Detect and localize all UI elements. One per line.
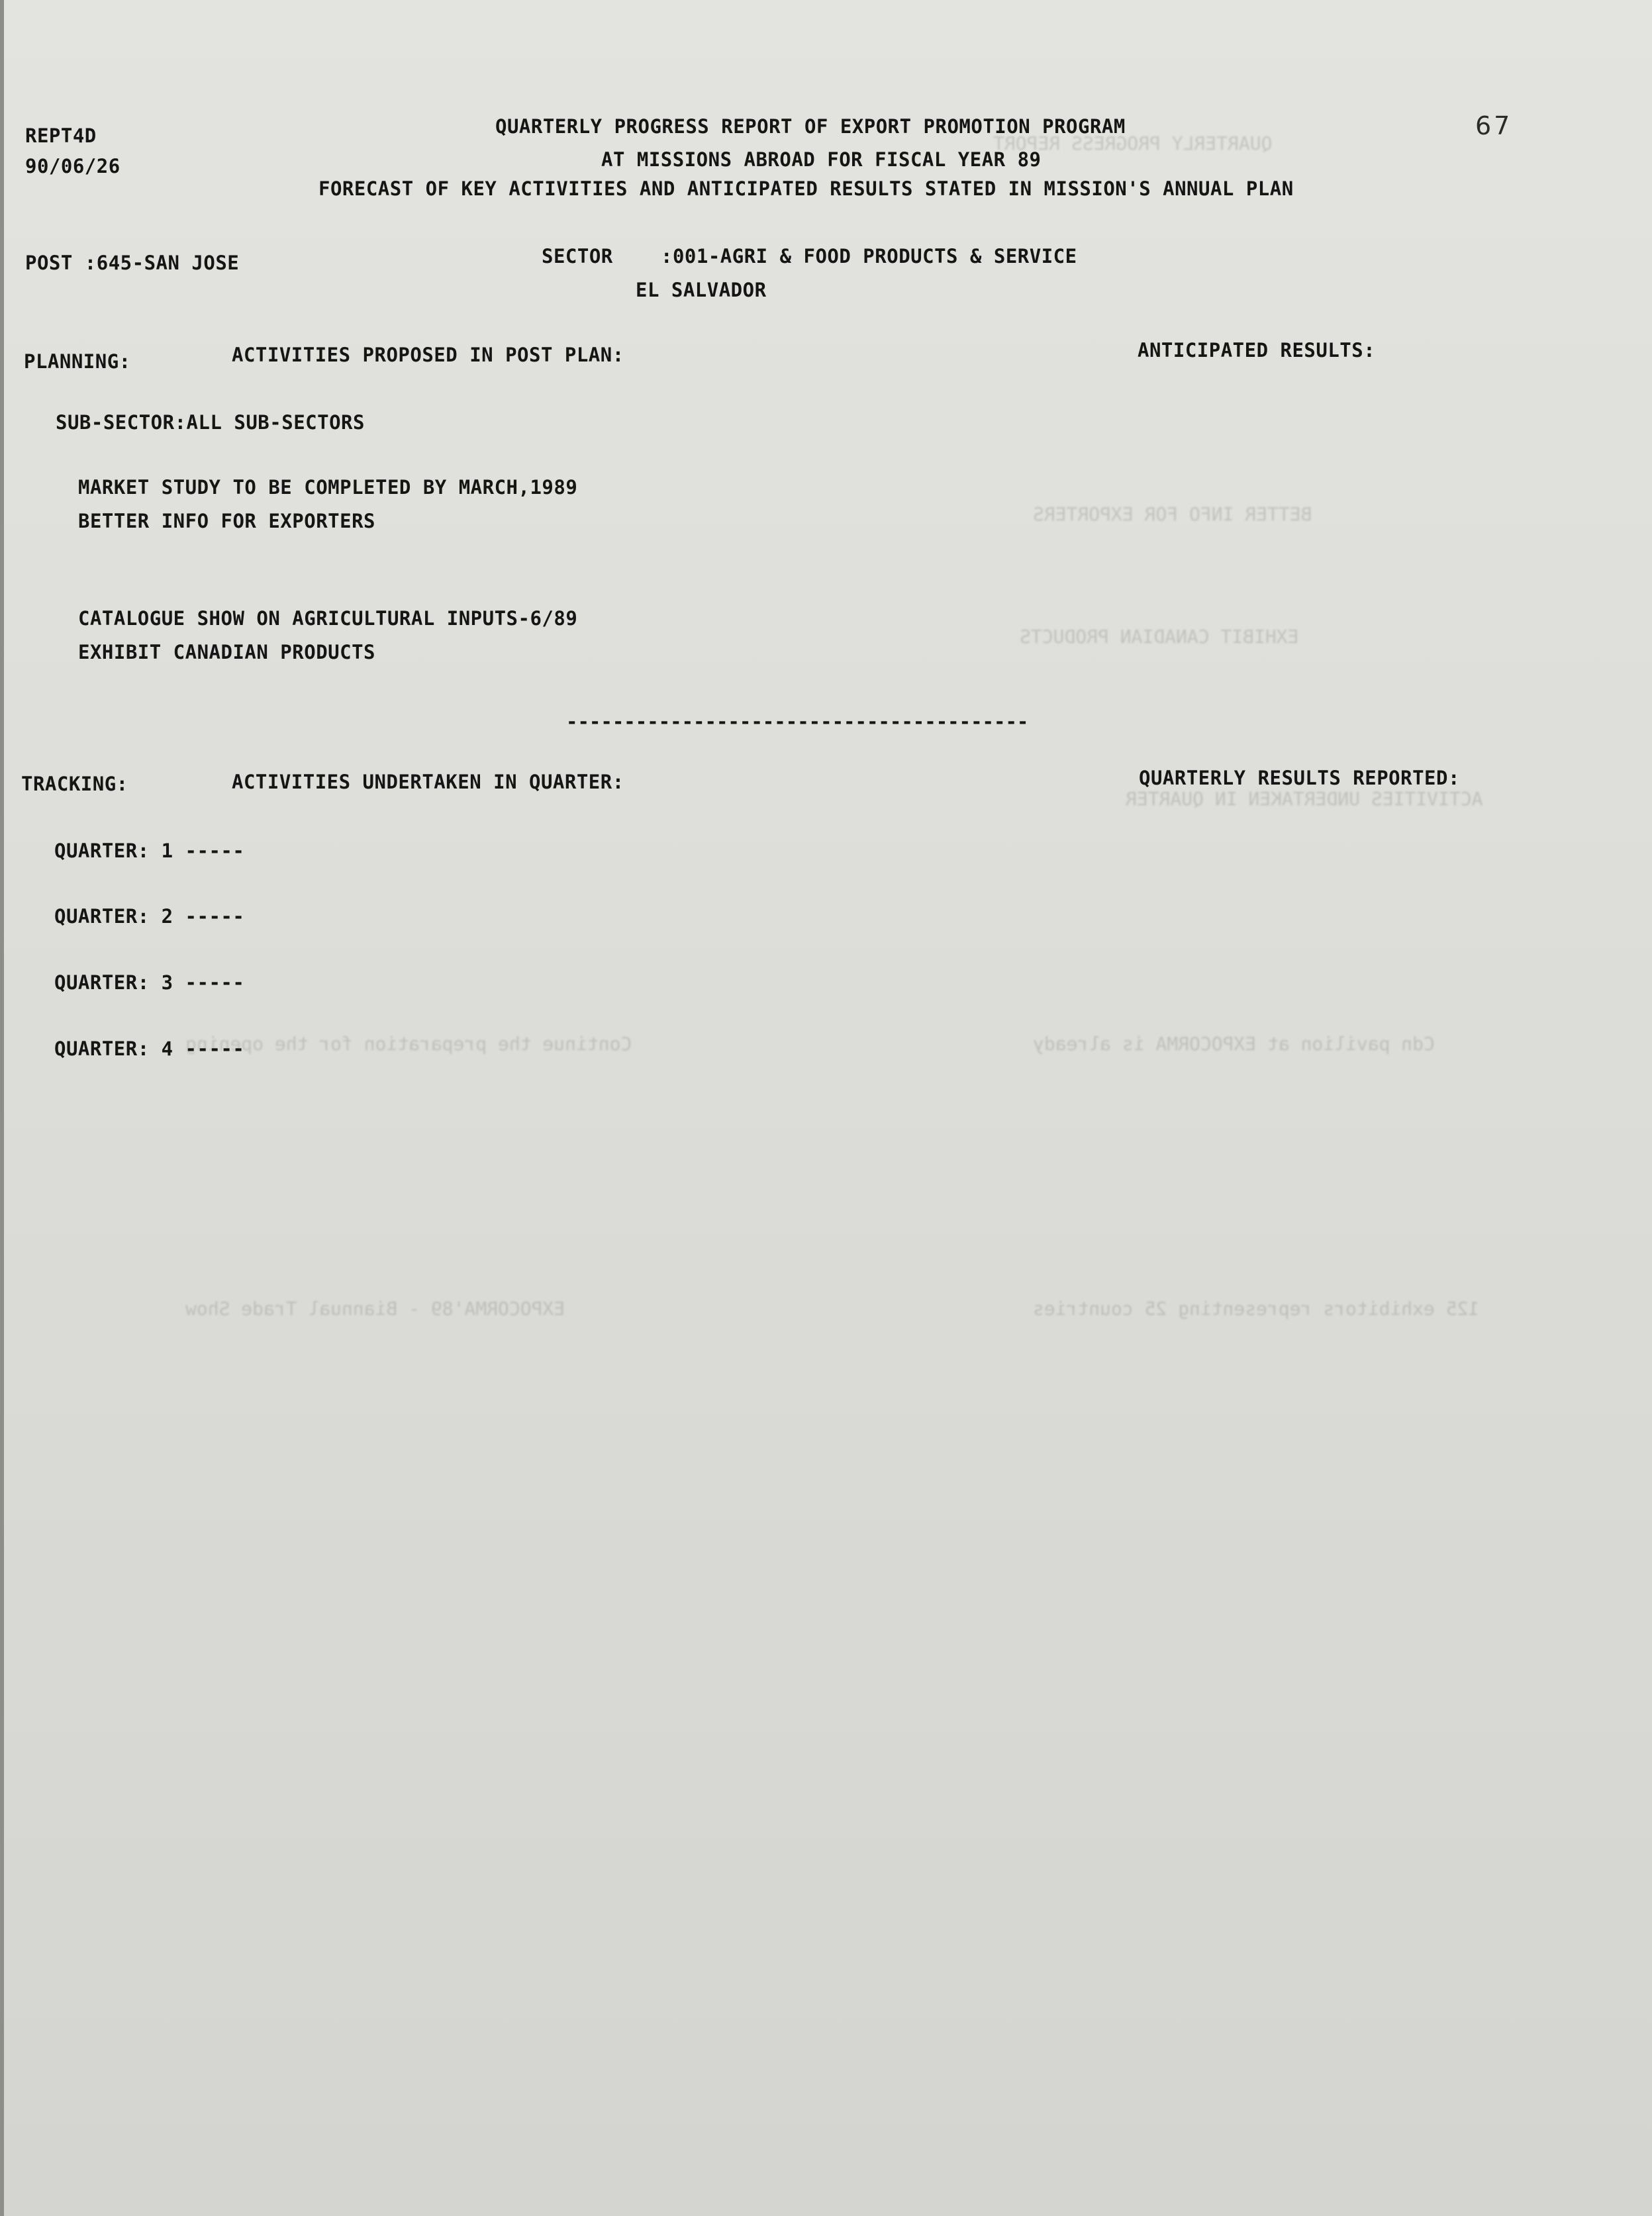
bleed-through-text: QUARTERLY PROGRESS REPORT [993, 132, 1273, 154]
tracking-activities-heading: ACTIVITIES UNDERTAKEN IN QUARTER: [232, 771, 624, 793]
quarter-1-row: QUARTER: 1 ----- [54, 840, 245, 862]
activity-1-line-1: MARKET STUDY TO BE COMPLETED BY MARCH,1989 [78, 476, 578, 499]
sub-sector: SUB-SECTOR:ALL SUB-SECTORS [56, 411, 365, 434]
post-label: POST :645-SAN JOSE [25, 252, 240, 274]
activity-1-line-2: BETTER INFO FOR EXPORTERS [78, 510, 375, 532]
report-title-line3: FORECAST OF KEY ACTIVITIES AND ANTICIPATED RESULTS STATED IN MISSION'S ANNUAL PLAN [318, 177, 1294, 200]
quarter-2-row: QUARTER: 2 ----- [54, 905, 245, 928]
bleed-through-text: EXPOCORMA'89 - Biannual Trade Show [185, 1298, 565, 1320]
page-edge-shadow [0, 0, 4, 2216]
planning-activities-heading: ACTIVITIES PROPOSED IN POST PLAN: [232, 344, 624, 366]
planning-label: PLANNING: [24, 350, 131, 373]
page-number: 67 [1475, 111, 1513, 140]
quarter-3-row: QUARTER: 3 ----- [54, 971, 245, 994]
report-date: 90/06/26 [25, 155, 121, 177]
quarterly-results-heading: QUARTERLY RESULTS REPORTED: [1139, 767, 1460, 789]
report-id: REPT4D [25, 124, 97, 147]
tracking-label: TRACKING: [21, 773, 128, 795]
sector-label: SECTOR [542, 245, 613, 267]
report-title-line1: QUARTERLY PROGRESS REPORT OF EXPORT PROMOTION PROGRAM [495, 115, 1126, 138]
report-title-line2: AT MISSIONS ABROAD FOR FISCAL YEAR 89 [601, 148, 1042, 171]
section-separator: ---------------------------------------- [566, 710, 1029, 733]
activity-2-line-2: EXHIBIT CANADIAN PRODUCTS [78, 641, 375, 663]
sector-value: :001-AGRI & FOOD PRODUCTS & SERVICE [661, 245, 1077, 267]
country-name: EL SALVADOR [636, 279, 767, 301]
activity-2-line-1: CATALOGUE SHOW ON AGRICULTURAL INPUTS-6/89 [78, 607, 578, 630]
anticipated-results-heading: ANTICIPATED RESULTS: [1138, 339, 1376, 361]
bleed-through-text: 125 exhibitors representing 25 countries [1033, 1298, 1480, 1320]
bleed-through-text: BETTER INFO FOR EXPORTERS [1033, 503, 1312, 525]
bleed-through-text: ACTIVITIES UNDERTAKEN IN QUARTER [1126, 788, 1483, 810]
bleed-through-text: Cdn pavilion at EXPOCORMA is already [1033, 1033, 1435, 1055]
quarter-4-row: QUARTER: 4 ----- [54, 1037, 245, 1060]
bleed-through-text: Continue the preparation for the opening [185, 1033, 632, 1055]
bleed-through-text: EXHIBIT CANADIAN PRODUCTS [1020, 626, 1299, 648]
